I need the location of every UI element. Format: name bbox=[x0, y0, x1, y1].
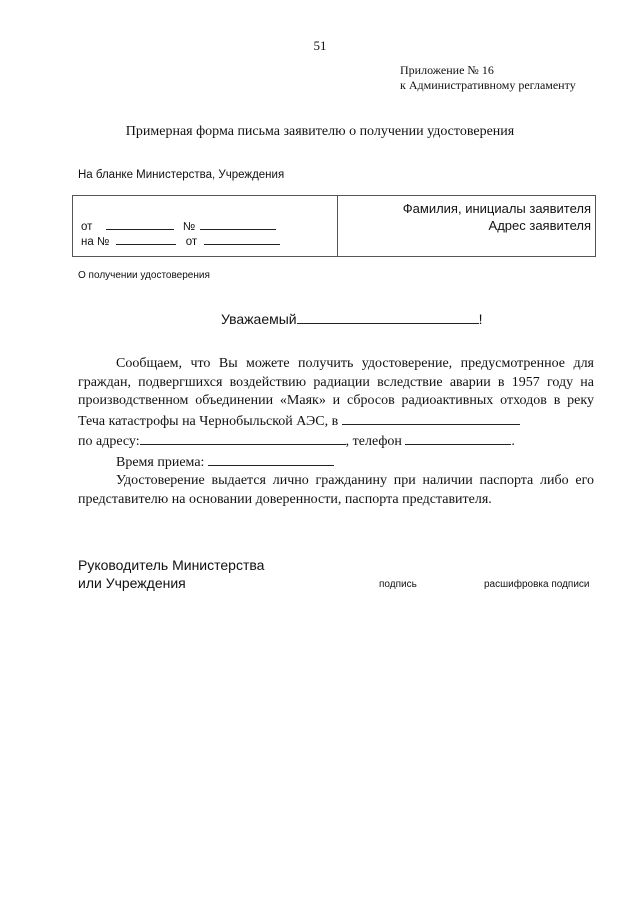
ref-date-blank bbox=[106, 218, 174, 230]
body-paragraph-1 bbox=[78, 355, 594, 431]
outgoing-ref-line bbox=[81, 218, 276, 233]
letterhead-note: На бланке Министерства, Учреждения bbox=[78, 169, 285, 181]
reception-blank bbox=[208, 452, 334, 466]
ref-in-reply-label: на № bbox=[81, 236, 110, 248]
signature-decode-caption: расшифровка подписи bbox=[484, 579, 590, 590]
ref-in-reply-blank bbox=[116, 233, 176, 245]
ref-from2-label: от bbox=[185, 236, 198, 248]
greeting-end: ! bbox=[478, 311, 483, 327]
signatory-line-1: Руководитель Министерства bbox=[78, 557, 265, 573]
addressee-address: Адрес заявителя bbox=[488, 218, 591, 233]
letter-body bbox=[78, 355, 594, 509]
location-blank bbox=[342, 411, 520, 425]
incoming-ref-line bbox=[81, 233, 280, 248]
greeting-word: Уважаемый bbox=[221, 311, 297, 327]
phone-blank bbox=[405, 431, 511, 445]
appendix-reference: к Административному регламенту bbox=[400, 78, 576, 92]
body-paragraph-3: Удостоверение выдается лично гражданину при наличии паспорта либо его представителю на основании доверенности, паспорта представителя. bbox=[78, 473, 594, 507]
ref-number-blank bbox=[200, 218, 276, 230]
letter-subject: О получении удостоверения bbox=[78, 270, 210, 281]
appendix-number: Приложение № 16 bbox=[400, 63, 494, 77]
phone-label: телефон bbox=[352, 434, 402, 449]
signatory-line-2: или Учреждения bbox=[78, 575, 186, 591]
reception-label: Время приема: bbox=[116, 454, 205, 470]
address-blank bbox=[140, 431, 346, 445]
greeting-name-blank bbox=[297, 311, 479, 324]
greeting-line bbox=[221, 311, 483, 327]
address-label: по адресу: bbox=[78, 434, 140, 449]
letter-header-block bbox=[72, 195, 596, 257]
header-divider bbox=[337, 196, 338, 256]
document-title: Примерная форма письма заявителю о получении удостоверения bbox=[125, 124, 515, 139]
ref-date2-blank bbox=[204, 233, 280, 245]
signature-caption: подпись bbox=[379, 579, 417, 590]
page-number: 51 bbox=[313, 38, 327, 53]
body-reception-line bbox=[78, 452, 594, 473]
body-address-line: по адресу: , телефон . bbox=[78, 431, 594, 452]
ref-from-label: от bbox=[81, 221, 93, 233]
ref-number-label: № bbox=[182, 221, 196, 233]
body-p1-text: Сообщаем, что Вы можете получить удостоверение, предусмотренное для граждан, подвергшихся воздействию радиации вследствие аварии в 1957 году на производственном объединении «Маяк» и сбросов радиоактивных отходов в реку Теча катастрофы на Чернобыльской АЭС, в bbox=[78, 356, 594, 429]
addressee-name: Фамилия, инициалы заявителя bbox=[402, 201, 591, 216]
